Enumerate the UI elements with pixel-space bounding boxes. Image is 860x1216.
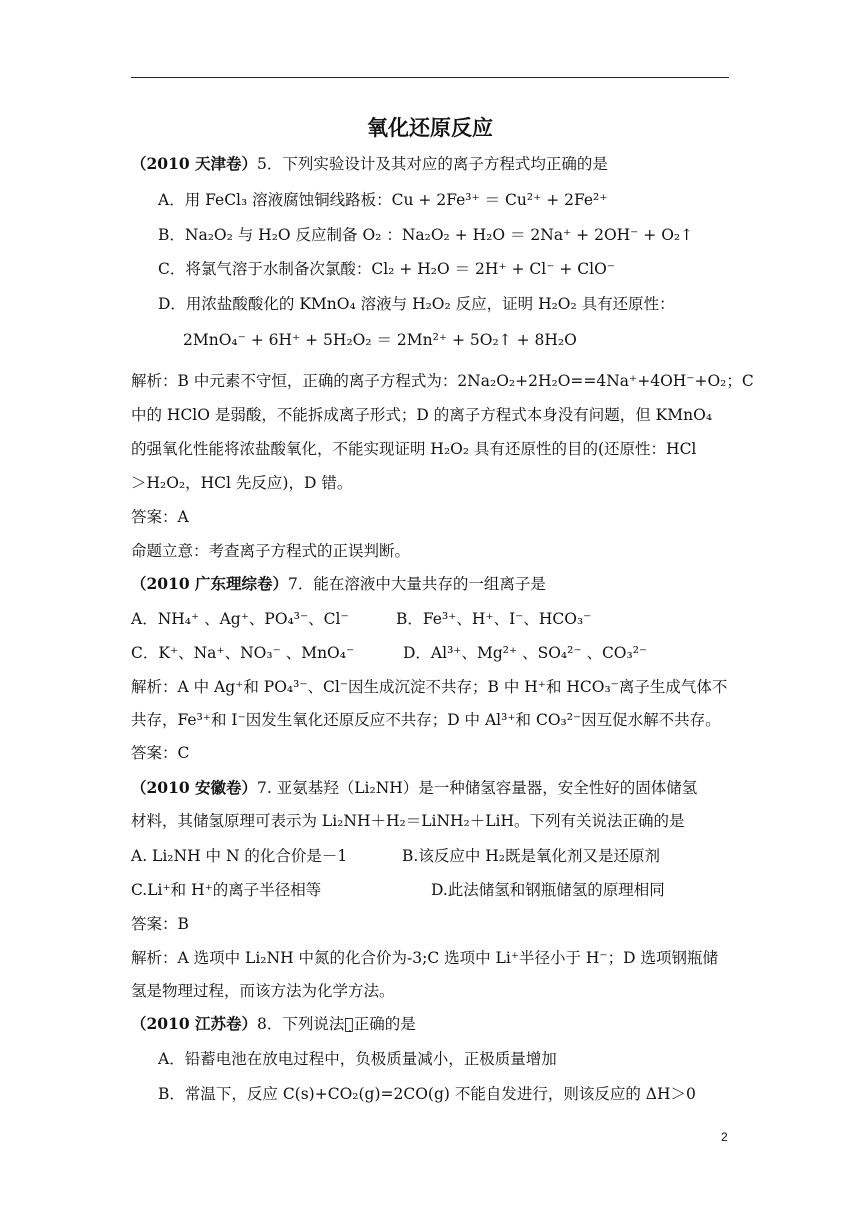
q1-option-b: B．Na₂O₂ 与 H₂O 反应制备 O₂ ：Na₂O₂ + H₂O ＝ 2Na⁺ + 2OH⁻ + O₂↑: [158, 226, 694, 244]
q2-answer: 答案：C: [131, 744, 190, 762]
q2-option-d: D．Al³⁺、Mg²⁺ 、SO₄²⁻ 、CO₃²⁻: [403, 644, 648, 662]
q1-analysis-line: 解析：B 中元素不守恒，正确的离子方程式为：2Na₂O₂+2H₂O==4Na⁺+4OH⁻+O₂；C: [131, 372, 754, 390]
q1-option-d-equation: 2MnO₄⁻ + 6H⁺ + 5H₂O₂ ＝ 2Mn²⁺ + 5O₂↑ + 8H₂O: [183, 331, 577, 349]
page-number: 2: [721, 1130, 728, 1144]
q1-option-a: A．用 FeCl₃ 溶液腐蚀铜线路板：Cu + 2Fe³⁺ ＝ Cu²⁺ + 2Fe²⁺: [158, 191, 608, 209]
q2-option-c: C．K⁺、Na⁺、NO₃⁻ 、MnO₄⁻: [131, 644, 355, 662]
q1-option-d: D．用浓盐酸酸化的 KMnO₄ 溶液与 H₂O₂ 反应，证明 H₂O₂ 具有还原性：: [158, 295, 675, 313]
question-text: 5．下列实验设计及其对应的离子方程式均正确的是: [257, 155, 608, 173]
q3-option-c: C.Li⁺和 H⁺的离子半径相等: [131, 881, 322, 899]
question-3-stem: [131, 777, 697, 799]
question-source: （2010 安徽卷）: [131, 778, 258, 797]
question-2-stem: [131, 573, 546, 595]
page-title: 氧化还原反应: [367, 116, 493, 140]
q2-analysis-line: 共存，Fe³⁺和 I⁻因发生氧化还原反应不共存；D 中 Al³⁺和 CO₃²⁻因互促水解不共存。: [131, 711, 721, 729]
q3-analysis-line: 解析：A 选项中 Li₂NH 中氮的化合价为-3;C 选项中 Li⁺半径小于 H⁻；D 选项钢瓶储: [131, 949, 718, 967]
question-source: （2010 江苏卷）: [131, 1014, 258, 1033]
q1-intent: 命题立意：考查离子方程式的正误判断。: [131, 542, 411, 560]
q1-answer: 答案：A: [131, 508, 189, 526]
q1-analysis-line: 的强氧化性能将浓盐酸氧化，不能实现证明 H₂O₂ 具有还原性的目的(还原性：HCl: [131, 440, 697, 458]
q1-option-c: C．将氯气溶于水制备次氯酸：Cl₂ + H₂O ＝ 2H⁺ + Cl⁻ + ClO⁻: [158, 260, 615, 278]
q3-option-b: B.该反应中 H₂既是氧化剂又是还原剂: [402, 847, 660, 865]
question-text: 7. 亚氨基羟（Li₂NH）是一种储氢容量器，安全性好的固体储氢: [257, 779, 698, 797]
q4-option-b: B．常温下，反应 C(s)+CO₂(g)=2CO(g) 不能自发进行，则该反应的 ΔH＞0: [158, 1085, 696, 1103]
q3-option-a: A. Li₂NH 中 N 的化合价是－1: [131, 847, 348, 865]
q1-analysis-line: ＞H₂O₂，HCl 先反应)，D 错。: [131, 474, 353, 492]
question-text: 7．能在溶液中大量共存的一组离子是: [288, 575, 546, 593]
question-source: （2010 广东理综卷）: [131, 574, 289, 593]
q3-analysis-line: 氢是物理过程，而该方法为化学方法。: [131, 982, 395, 1000]
q3-answer: 答案：B: [131, 915, 189, 933]
q3-option-d: D.此法储氢和钢瓶储氢的原理相同: [431, 881, 665, 899]
question-4-stem: [131, 1013, 416, 1035]
header-rule: [131, 77, 729, 78]
question-source: （2010 天津卷）: [131, 154, 258, 173]
question-text: 8．下列说法不̣正确的是: [257, 1015, 416, 1033]
q2-option-b: B．Fe³⁺、H⁺、I⁻、HCO₃⁻: [396, 610, 592, 628]
q1-analysis-line: 中的 HClO 是弱酸，不能拆成离子形式；D 的离子方程式本身没有问题，但 KMnO₄: [131, 406, 713, 424]
q3-stem-line: 材料，其储氢原理可表示为 Li₂NH＋H₂＝LiNH₂＋LiH。下列有关说法正确的是: [131, 812, 685, 830]
q2-option-a: A．NH₄⁺ 、Ag⁺、PO₄³⁻、Cl⁻: [131, 610, 349, 628]
q2-analysis-line: 解析：A 中 Ag⁺和 PO₄³⁻、Cl⁻因生成沉淀不共存；B 中 H⁺和 HCO₃⁻离子生成气体不: [131, 678, 728, 696]
question-1-stem: [131, 153, 608, 175]
q4-option-a: A．铅蓄电池在放电过程中，负极质量减小，正极质量增加: [158, 1050, 557, 1068]
